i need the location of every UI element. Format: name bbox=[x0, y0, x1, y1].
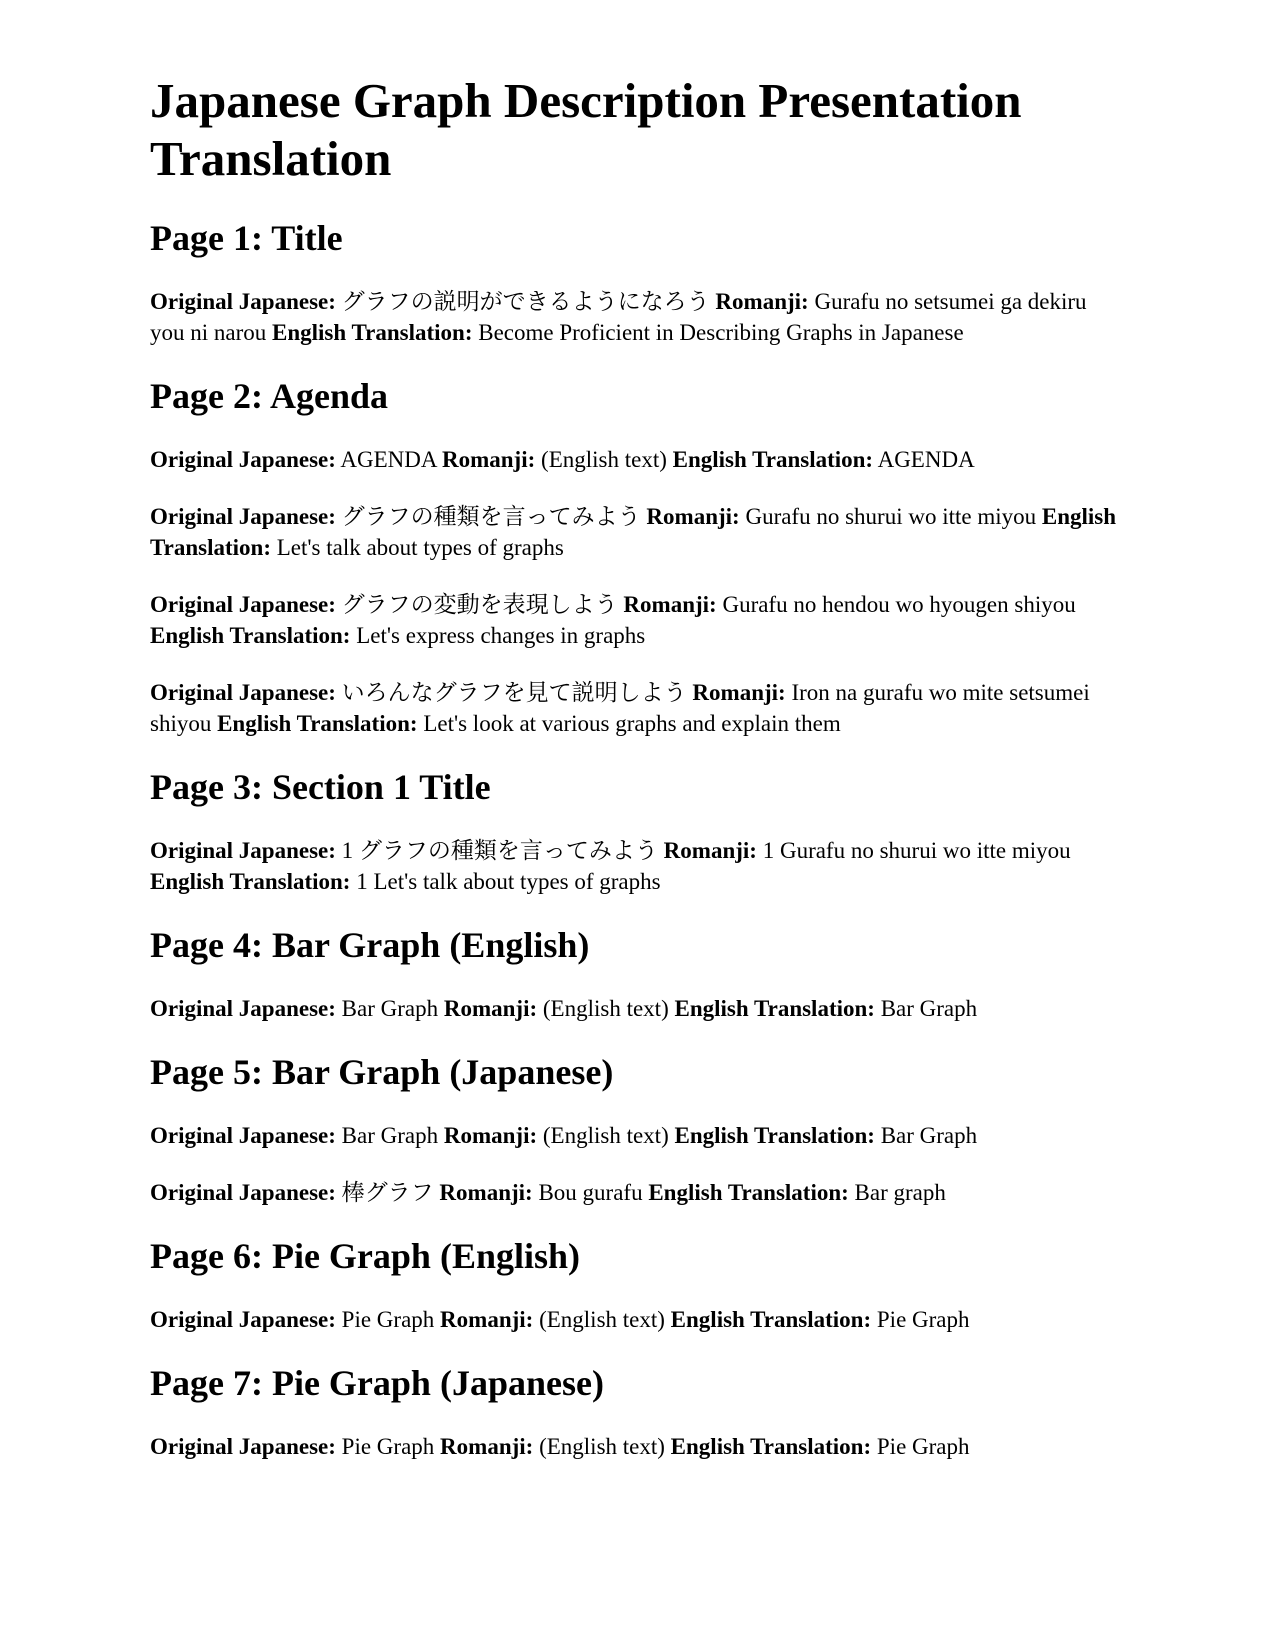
romanji-label: Romanji: bbox=[692, 680, 786, 705]
romanji-text: Gurafu no shurui wo itte miyou bbox=[745, 504, 1037, 529]
page-section bbox=[150, 923, 1125, 1024]
romanji-label: Romanji: bbox=[443, 996, 538, 1021]
english-text: Let's express changes in graphs bbox=[356, 623, 646, 648]
romanji-label: Romanji: bbox=[646, 504, 740, 529]
original-label: Original Japanese: bbox=[150, 504, 336, 529]
original-label: Original Japanese: bbox=[150, 838, 336, 863]
original-label: Original Japanese: bbox=[150, 1180, 336, 1205]
romanji-label: Romanji: bbox=[715, 289, 809, 314]
romanji-text: Bou gurafu bbox=[538, 1180, 643, 1205]
original-label: Original Japanese: bbox=[150, 592, 336, 617]
original-text: AGENDA bbox=[340, 447, 437, 472]
translation-entry bbox=[150, 1304, 1125, 1335]
original-text: Pie Graph bbox=[341, 1434, 435, 1459]
translation-entry bbox=[150, 444, 1125, 475]
romanji-label: Romanji: bbox=[442, 447, 536, 472]
english-label: English Translation: bbox=[670, 1307, 872, 1332]
english-label: English Translation: bbox=[150, 869, 351, 894]
english-label: English Translation: bbox=[670, 1434, 872, 1459]
original-label: Original Japanese: bbox=[150, 996, 336, 1021]
romanji-text: (English text) bbox=[539, 1307, 665, 1332]
english-label: English Translation: bbox=[150, 504, 1117, 560]
english-text: Bar Graph bbox=[880, 996, 978, 1021]
english-text: AGENDA bbox=[877, 447, 975, 472]
page-section bbox=[150, 216, 1125, 348]
original-label: Original Japanese: bbox=[150, 680, 336, 705]
section-heading: Page 3: Section 1 Title bbox=[150, 767, 491, 807]
translation-entry bbox=[150, 835, 1125, 897]
romanji-text: Iron na gurafu wo mite setsumei shiyou bbox=[150, 680, 1090, 736]
romanji-text: (English text) bbox=[542, 996, 669, 1021]
romanji-label: Romanji: bbox=[443, 1123, 538, 1148]
document-body bbox=[150, 216, 1125, 1462]
english-label: English Translation: bbox=[272, 320, 473, 345]
english-label: English Translation: bbox=[150, 623, 351, 648]
section-heading: Page 2: Agenda bbox=[150, 376, 388, 416]
original-label: Original Japanese: bbox=[150, 1434, 336, 1459]
english-label: English Translation: bbox=[674, 1123, 875, 1148]
english-label: English Translation: bbox=[217, 711, 418, 736]
english-text: Bar graph bbox=[854, 1180, 946, 1205]
original-label: Original Japanese: bbox=[150, 289, 336, 314]
romanji-label: Romanji: bbox=[623, 592, 717, 617]
page-section bbox=[150, 1050, 1125, 1208]
romanji-label: Romanji: bbox=[663, 838, 757, 863]
original-text: 棒グラフ bbox=[341, 1180, 434, 1205]
translation-entry bbox=[150, 501, 1125, 563]
original-text: グラフの説明ができるようになろう bbox=[341, 289, 710, 314]
translation-entry bbox=[150, 1120, 1125, 1151]
english-text: Let's look at various graphs and explain them bbox=[423, 711, 841, 736]
english-text: Become Proficient in Describing Graphs in Japanese bbox=[478, 320, 964, 345]
romanji-label: Romanji: bbox=[440, 1307, 534, 1332]
translation-entry bbox=[150, 1177, 1125, 1208]
english-text: Bar Graph bbox=[880, 1123, 978, 1148]
translation-entry bbox=[150, 1431, 1125, 1462]
romanji-label: Romanji: bbox=[439, 1180, 533, 1205]
romanji-text: (English text) bbox=[542, 1123, 669, 1148]
translation-entry bbox=[150, 993, 1125, 1024]
english-label: English Translation: bbox=[672, 447, 874, 472]
original-text: Bar Graph bbox=[341, 996, 439, 1021]
english-label: English Translation: bbox=[648, 1180, 849, 1205]
section-heading: Page 6: Pie Graph (English) bbox=[150, 1236, 580, 1276]
page-section bbox=[150, 1361, 1125, 1462]
original-text: Bar Graph bbox=[341, 1123, 439, 1148]
translation-entry bbox=[150, 286, 1125, 348]
romanji-label: Romanji: bbox=[440, 1434, 534, 1459]
section-heading: Page 4: Bar Graph (English) bbox=[150, 925, 590, 965]
original-label: Original Japanese: bbox=[150, 1123, 336, 1148]
english-text: 1 Let's talk about types of graphs bbox=[356, 869, 661, 894]
english-text: Let's talk about types of graphs bbox=[276, 535, 564, 560]
page-section bbox=[150, 765, 1125, 897]
original-text: グラフの種類を言ってみよう bbox=[341, 504, 641, 529]
page-section bbox=[150, 1234, 1125, 1335]
document-title: Japanese Graph Description Presentation Translation bbox=[150, 73, 1022, 186]
romanji-text: (English text) bbox=[539, 1434, 665, 1459]
romanji-text: 1 Gurafu no shurui wo itte miyou bbox=[762, 838, 1071, 863]
translation-entry bbox=[150, 589, 1125, 651]
english-text: Pie Graph bbox=[876, 1307, 970, 1332]
original-text: Pie Graph bbox=[341, 1307, 435, 1332]
translation-entry bbox=[150, 677, 1125, 739]
original-text: いろんなグラフを見て説明しよう bbox=[341, 680, 687, 705]
section-heading: Page 5: Bar Graph (Japanese) bbox=[150, 1052, 614, 1092]
original-text: 1 グラフの種類を言ってみよう bbox=[341, 838, 658, 863]
romanji-text: (English text) bbox=[541, 447, 667, 472]
section-heading: Page 7: Pie Graph (Japanese) bbox=[150, 1363, 604, 1403]
romanji-text: Gurafu no setsumei ga dekiru you ni narou bbox=[150, 289, 1087, 345]
english-text: Pie Graph bbox=[876, 1434, 970, 1459]
english-label: English Translation: bbox=[674, 996, 875, 1021]
section-heading: Page 1: Title bbox=[150, 218, 343, 258]
original-label: Original Japanese: bbox=[150, 1307, 336, 1332]
romanji-text: Gurafu no hendou wo hyougen shiyou bbox=[722, 592, 1076, 617]
original-label: Original Japanese: bbox=[150, 447, 336, 472]
original-text: グラフの変動を表現しよう bbox=[341, 592, 618, 617]
page-section bbox=[150, 374, 1125, 739]
